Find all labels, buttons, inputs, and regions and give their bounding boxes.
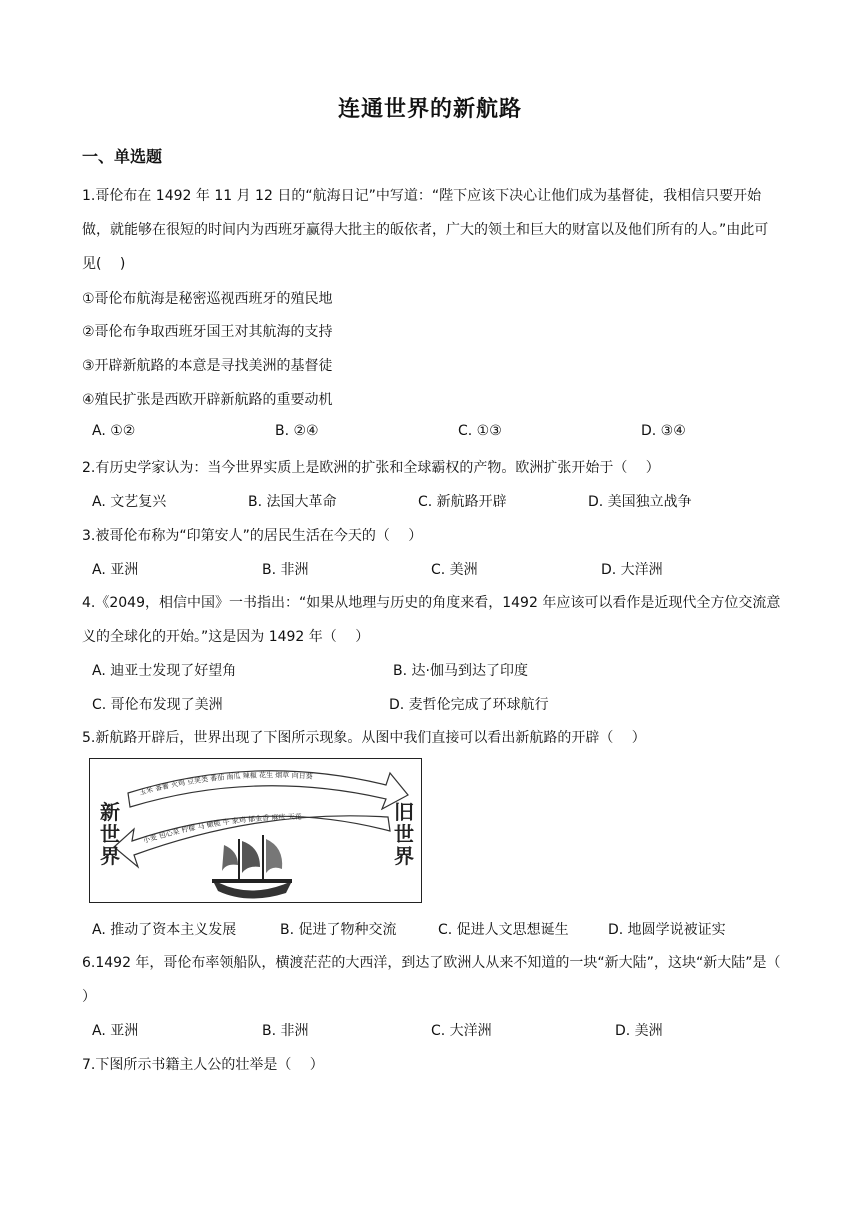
q6-option-c[interactable]: C. 大洋洲	[431, 1023, 492, 1039]
q1-statement-2: ②哥伦布争取西班牙国王对其航海的支持	[82, 324, 333, 340]
old-world-label: 旧世界	[394, 800, 414, 868]
q3-option-a[interactable]: A. 亚洲	[92, 562, 139, 578]
q5-option-a[interactable]: A. 推动了资本主义发展	[92, 922, 237, 938]
q6-option-b[interactable]: B. 非洲	[262, 1023, 309, 1039]
question-1-stem: 1.哥伦布在 1492 年 11 月 12 日的“航海日记”中写道：“陛下应该下决心让他们成为基督徒，我相信只要开始做，就能够在很短的时间内为西班牙赢得大批主的皈依者，广大的领土和巨大的财富以及他们所有的人。”由此可见( )	[82, 188, 769, 272]
q1-option-b[interactable]: B. ②④	[275, 423, 319, 439]
q3-option-b[interactable]: B. 非洲	[262, 562, 309, 578]
q2-option-c[interactable]: C. 新航路开辟	[418, 494, 507, 510]
q4-option-a[interactable]: A. 迪亚士发现了好望角	[92, 663, 237, 679]
q5-option-c[interactable]: C. 促进人文思想诞生	[438, 922, 569, 938]
q5-option-b[interactable]: B. 促进了物种交流	[280, 922, 397, 938]
ship-icon	[212, 835, 292, 899]
question-7-stem: 7.下图所示书籍主人公的壮举是（ ）	[82, 1057, 324, 1073]
question-6-stem: 6.1492 年，哥伦布率领船队，横渡茫茫的大西洋，到达了欧洲人从来不知道的一块“新大陆”，这块“新大陆”是（ ）	[82, 955, 799, 1005]
q2-option-a[interactable]: A. 文艺复兴	[92, 494, 167, 510]
q3-option-c[interactable]: C. 美洲	[431, 562, 478, 578]
question-3-stem: 3.被哥伦布称为“印第安人”的居民生活在今天的（ ）	[82, 528, 423, 544]
page-title: 连通世界的新航路	[337, 97, 522, 122]
q1-option-a[interactable]: A. ①②	[92, 423, 136, 439]
q5-option-d[interactable]: D. 地圆学说被证实	[608, 922, 726, 938]
species-exchange-figure	[89, 758, 422, 903]
question-4-stem: 4.《2049，相信中国》一书指出：“如果从地理与历史的角度来看，1492 年应该可以看作是近现代全方位交流意义的全球化的开始。”这是因为 1492 年（ ）	[82, 595, 781, 645]
q1-statement-1: ①哥伦布航海是秘密巡视西班牙的殖民地	[82, 291, 333, 307]
q4-option-c[interactable]: C. 哥伦布发现了美洲	[92, 697, 223, 713]
q6-option-a[interactable]: A. 亚洲	[92, 1023, 139, 1039]
q1-statement-3: ③开辟新航路的本意是寻找美洲的基督徒	[82, 358, 333, 374]
q3-option-d[interactable]: D. 大洋洲	[601, 562, 663, 578]
q1-statement-4: ④殖民扩张是西欧开辟新航路的重要动机	[82, 392, 333, 408]
bottom-arrow-text: 小麦 包心菜 柠檬 马 橄榄 牛 家鸡 郁金香 麻疹 天花	[142, 812, 302, 845]
question-2-stem: 2.有历史学家认为：当今世界实质上是欧洲的扩张和全球霸权的产物。欧洲扩张开始于（ ）	[82, 460, 660, 476]
q1-option-c[interactable]: C. ①③	[458, 423, 502, 439]
q2-option-b[interactable]: B. 法国大革命	[248, 494, 337, 510]
exchange-diagram	[90, 759, 423, 904]
q2-option-d[interactable]: D. 美国独立战争	[588, 494, 692, 510]
q1-option-d[interactable]: D. ③④	[641, 423, 686, 439]
q4-option-d[interactable]: D. 麦哲伦完成了环球航行	[389, 697, 549, 713]
q6-option-d[interactable]: D. 美洲	[615, 1023, 663, 1039]
top-arrow-text: 玉米 番薯 火鸡 豆荚类 番茄 南瓜 辣椒 花生 烟草 向日葵	[138, 771, 313, 797]
new-world-label: 新世界	[100, 800, 120, 868]
question-5-stem: 5.新航路开辟后，世界出现了下图所示现象。从图中我们直接可以看出新航路的开辟（ ）	[82, 730, 646, 746]
q4-option-b[interactable]: B. 达·伽马到达了印度	[393, 663, 528, 679]
section-heading: 一、单选题	[82, 147, 163, 166]
